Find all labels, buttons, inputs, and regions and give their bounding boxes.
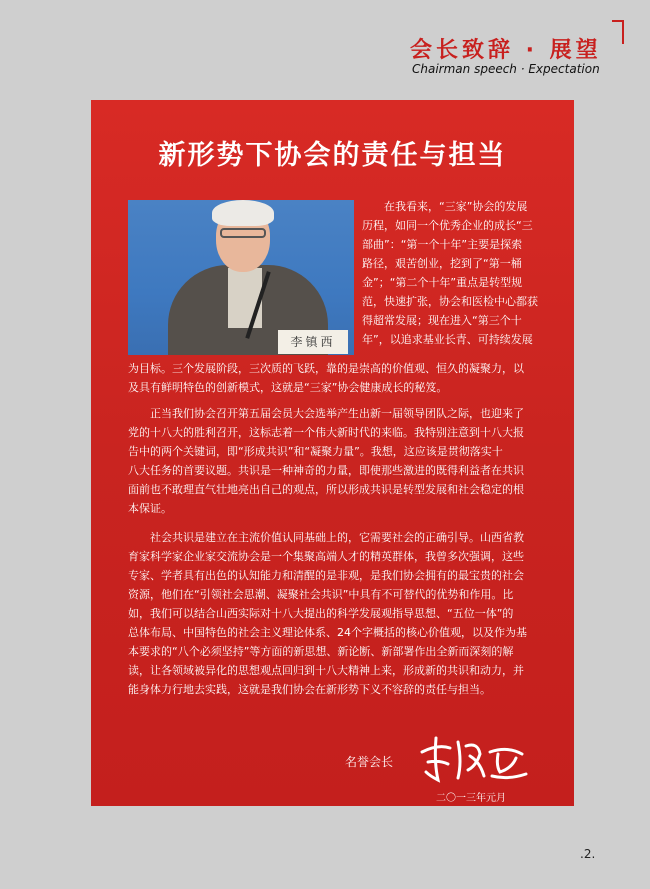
text-line: 读，让各领域被异化的思想观点回归到十八大精神上来，形成新的共识和动力，并 xyxy=(128,664,524,677)
text-line: 能身体力行地去实践，这就是我们协会在新形势下义不容辞的责任与担当。 xyxy=(128,683,491,696)
corner-bracket-decoration xyxy=(612,20,624,44)
section-subtitle: Chairman speech · Expectation xyxy=(412,62,600,76)
text-line: 得超常发展；现在进入“第三个十 xyxy=(362,314,522,327)
text-line: 范，快速扩张，协会和医检中心都获 xyxy=(362,295,538,308)
text-line: 八大任务的首要议题。共识是一种神奇的力量，即使那些激进的既得利益者在共识 xyxy=(128,464,524,477)
page-number: .2. xyxy=(580,847,596,861)
text-line: 在我看来，“三家”协会的发展 xyxy=(384,200,528,213)
text-line: 本要求的“八个必须坚持”等方面的新思想、新论断、新部署作出全新而深刻的解 xyxy=(128,645,514,658)
chairman-photo xyxy=(128,200,354,355)
handwritten-signature xyxy=(418,732,528,784)
paragraph-2 xyxy=(128,404,568,518)
text-line: 告中的两个关键词，即“形成共识”和“凝聚力量”。我想，这应该是贯彻落实十 xyxy=(128,445,503,458)
text-line: 部曲”：“第一个十年”主要是探索 xyxy=(362,238,523,251)
text-line: 如，我们可以结合山西实际对十八大提出的科学发展观指导思想、“五位一体”的 xyxy=(128,607,514,620)
paragraph-3 xyxy=(128,528,568,699)
text-line: 育家科学家企业家交流协会是一个集聚高端人才的精英群体，我曾多次强调，这些 xyxy=(128,550,524,563)
article-title: 新形势下协会的责任与担当 xyxy=(158,140,507,171)
signature-label: 名誉会长 xyxy=(345,755,394,769)
text-line: 党的十八大的胜利召开，这标志着一个伟大新时代的来临。我特别注意到十八大报 xyxy=(128,426,524,439)
text-line: 社会共识是建立在主流价值认同基础上的，它需要社会的正确引导。山西省教 xyxy=(150,531,524,544)
text-line: 正当我们协会召开第五届会员大会选举产生出新一届领导团队之际，也迎来了 xyxy=(150,407,524,420)
date-line: 二〇一三年元月 xyxy=(436,793,506,804)
photo-figure-glasses xyxy=(220,228,266,238)
text-line: 专家、学者具有出色的认知能力和清醒的是非观，是我们协会拥有的最宝贵的社会 xyxy=(128,569,524,582)
text-line: 总体布局、中国特色的社会主义理论体系、24个字概括的核心价值观，以及作为基 xyxy=(128,626,527,639)
photo-figure-hair xyxy=(212,200,274,226)
text-line: 为目标。三个发展阶段，三次质的飞跃，靠的是崇高的价值观、恒久的凝聚力，以 xyxy=(128,362,524,375)
section-title: 会长致辞 · 展望 xyxy=(410,38,602,63)
text-line: 金”；“第二个十年”重点是转型规 xyxy=(362,276,523,289)
paragraph-1-continued xyxy=(128,359,568,397)
paragraph-1-beside-photo xyxy=(362,197,567,349)
text-line: 资源，他们在“引领社会思潮、凝聚社会共识”中具有不可替代的优势和作用。比 xyxy=(128,588,514,601)
text-line: 年”，以追求基业长青、可持续发展 xyxy=(362,333,533,346)
text-line: 历程，如同一个优秀企业的成长“三 xyxy=(362,219,533,232)
text-line: 面前也不敢理直气壮地亮出自己的观点，所以形成共识是转型发展和社会稳定的根 xyxy=(128,483,524,496)
text-line: 路径，艰苦创业，挖到了“第一桶 xyxy=(362,257,522,270)
text-line: 及具有鲜明特色的创新模式，这就是“三家”协会健康成长的秘笈。 xyxy=(128,381,448,394)
photo-nameplate: 李镇西 xyxy=(278,330,348,354)
text-line: 本保证。 xyxy=(128,502,172,515)
